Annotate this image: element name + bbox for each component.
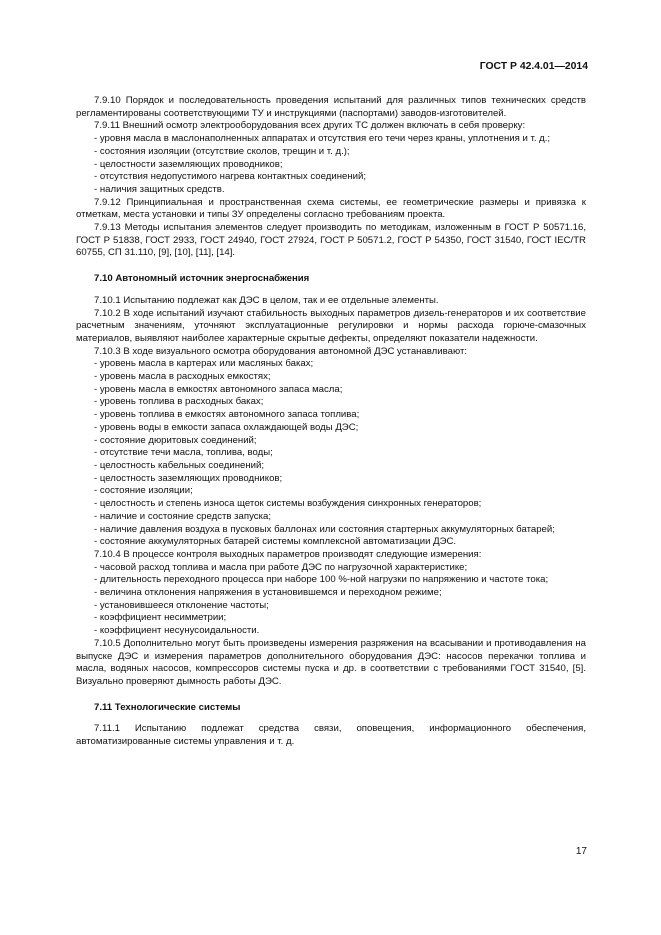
paragraph-7-9-13: 7.9.13 Методы испытания элементов следует производить по методикам, изложенным в ГОСТ Р 50571.16, ГОСТ Р 51838, ГОСТ 2933, ГОСТ 24940, ГОСТ 27924, ГОСТ Р 50571.2, ГОСТ Р 54350, ГОСТ 31540, ГОСТ IEC/TR 60755, СП 31.110, [9], [10], [11], [14]. <box>76 222 586 259</box>
list-item: - уровень топлива в расходных баках; <box>94 396 264 408</box>
list-item: - отсутствия недопустимого нагрева контактных соединений; <box>94 171 367 183</box>
list-item: - наличие и состояние средств запуска; <box>94 510 271 522</box>
list-item: - отсутствие течи масла, топлива, воды; <box>94 447 273 459</box>
list-item: - уровня масла в маслонаполненных аппаратах и отсутствия его течи через краны, уплотнения и т. д.; <box>94 133 551 145</box>
list-item: - состояние изоляции; <box>94 485 193 497</box>
list-item: - коэффициент несунусоидальности. <box>94 625 260 637</box>
list-item: - состояние аккумуляторных батарей системы комплексной автоматизации ДЭС. <box>94 536 457 548</box>
paragraph-7-10-2: 7.10.2 В ходе испытаний изучают стабильность выходных параметров дизель-генераторов и их соответствие расчетным значениям, уточняют эксплуатационные регулировки и нормы расхода горюче-смазочных материалов, выявляют наиболее характерные скрытые дефекты, определяют показатели надежности. <box>76 307 586 344</box>
list-item: - уровень масла в картерах или масляных баках; <box>94 358 314 370</box>
section-heading-7-11: 7.11 Технологические системы <box>94 701 241 713</box>
paragraph-7-10-5: 7.10.5 Дополнительно могут быть произведены измерения разряжения на всасывании и противодавления на выпуске ДЭС и измерения параметров дополнительного оборудования ДЭС: насосов перекачки топлива и масла, водяных насосов, компрессоров системы пуска и др. в соответствии с требованиями ГОСТ 31540, [5]. Визуально проверяют дымность работы ДЭС. <box>76 637 586 687</box>
list-item: - величина отклонения напряжения в установившемся и переходном режиме; <box>94 587 442 599</box>
list-item: - уровень масла в емкостях автономного запаса масла; <box>94 383 343 395</box>
list-item: - коэффициент несимметрии; <box>94 612 227 624</box>
standard-header: ГОСТ Р 42.4.01—2014 <box>479 61 588 72</box>
page-number: 17 <box>575 846 587 857</box>
paragraph-7-9-10: 7.9.10 Порядок и последовательность проведения испытаний для различных типов технических средств регламентированы соответствующими ТУ и инструкциями (паспортами) заводов-изготовителей. <box>76 95 586 119</box>
list-item: - наличия защитных средств. <box>94 183 225 195</box>
paragraph-7-10-1: 7.10.1 Испытанию подлежат как ДЭС в целом, так и ее отдельные элементы. <box>94 294 439 306</box>
list-item: - состояния изоляции (отсутствие сколов, трещин и т. д.); <box>94 145 350 157</box>
paragraph-7-11-1: 7.11.1 Испытанию подлежат средства связи, оповещения, информационного обеспечения, автоматизированные системы управления и т. д. <box>76 723 586 748</box>
list-item: - длительность переходного процесса при наборе 100 %-ной нагрузки по напряжению и частоте тока; <box>94 574 549 586</box>
list-item: - установившееся отклонение частоты; <box>94 599 269 611</box>
paragraph-7-10-4: 7.10.4 В процессе контроля выходных параметров производят следующие измерения: <box>94 548 482 560</box>
document-body <box>76 95 586 749</box>
list-item: - целостность заземляющих проводников; <box>94 472 283 484</box>
list-item: - целостность кабельных соединений; <box>94 459 265 471</box>
list-item: - уровень масла в расходных емкостях; <box>94 371 271 383</box>
paragraph-7-9-11: 7.9.11 Внешний осмотр электрооборудования всех других ТС должен включать в себя проверку: <box>94 120 526 132</box>
list-item: - уровень воды в емкости запаса охлаждающей воды ДЭС; <box>94 421 359 433</box>
list-item: - часовой расход топлива и масла при работе ДЭС по нагрузочной характеристике; <box>94 561 468 573</box>
paragraph-7-10-3: 7.10.3 В ходе визуального осмотра оборудования автономной ДЭС устанавливают: <box>94 345 467 357</box>
list-item: - уровень топлива в емкостях автономного запаса топлива; <box>94 409 360 421</box>
list-item: - целостности заземляющих проводников; <box>94 158 283 170</box>
section-heading-7-10: 7.10 Автономный источник энергоснабжения <box>94 273 310 285</box>
list-item: - целостность и степень износа щеток системы возбуждения синхронных генераторов; <box>94 498 482 510</box>
list-item: - состояние дюритовых соединений; <box>94 434 257 446</box>
paragraph-7-9-12: 7.9.12 Принципиальная и пространственная схема системы, ее геометрические размеры и привязка к отметкам, места установки и типы ЗУ определены согласно требованиям проекта. <box>76 196 586 221</box>
list-item: - наличие давления воздуха в пусковых баллонах или состояния стартерных аккумуляторных батарей; <box>94 523 555 535</box>
